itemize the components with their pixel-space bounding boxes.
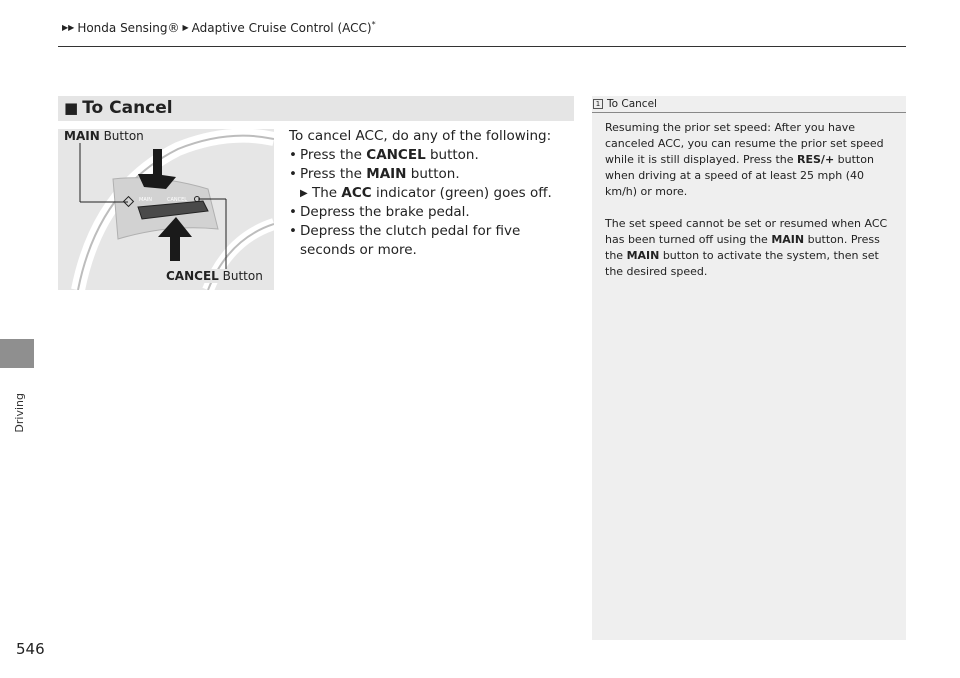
note-paragraph: The set speed cannot be set or resumed when ACC has been turned off using the MAIN button. Press the MAIN button to activate the system, then set the desired speed. <box>605 217 888 278</box>
cancel-button-callout: CANCEL Button <box>166 269 263 283</box>
breadcrumb-item-acc[interactable]: Adaptive Cruise Control (ACC)* <box>191 20 376 35</box>
list-item: • Press the CANCEL button. <box>289 146 579 165</box>
note-body <box>605 120 897 296</box>
main-instructions <box>289 127 579 260</box>
breadcrumb-item-honda-sensing[interactable]: Honda Sensing® <box>77 20 180 35</box>
cancel-button-label: CANCEL <box>167 197 188 203</box>
list-item: • Press the MAIN button. <box>289 165 579 184</box>
main-button-callout: MAIN Button <box>64 129 144 143</box>
page-number: 546 <box>16 640 45 658</box>
cancel-method-list <box>289 146 579 184</box>
section-title: To Cancel <box>82 98 173 118</box>
chapter-label: Driving <box>13 393 26 433</box>
list-item: • Depress the clutch pedal for five seconds or more. <box>289 222 579 260</box>
steering-wheel-illustration <box>58 129 274 290</box>
breadcrumb-arrow-icon: ▶▶ <box>62 23 75 32</box>
steering-wheel-drawing <box>58 129 274 290</box>
intro-text: To cancel ACC, do any of the following: <box>289 128 552 144</box>
chapter-tab <box>0 339 34 368</box>
section-heading <box>58 96 574 121</box>
list-sub-item: ▶ The ACC indicator (green) goes off. <box>300 185 552 201</box>
note-header <box>592 96 906 113</box>
breadcrumb <box>62 20 376 35</box>
note-marker-icon: 1 <box>593 99 603 109</box>
note-title: To Cancel <box>607 98 657 110</box>
square-bullet-icon: ■ <box>64 99 79 117</box>
main-button-label: MAIN <box>139 197 152 203</box>
header-divider <box>58 46 906 47</box>
result-arrow-icon: ▶ <box>300 188 308 199</box>
list-item: • Depress the brake pedal. <box>289 203 579 222</box>
note-paragraph: Resuming the prior set speed: After you have canceled ACC, you can resume the prior set speed while it is still displayed. Press the RES/+ button when driving at a speed of at least 25 mph (40 km/h) or more. <box>605 121 884 198</box>
note-panel <box>592 96 906 640</box>
breadcrumb-arrow-icon: ▶ <box>182 23 189 32</box>
